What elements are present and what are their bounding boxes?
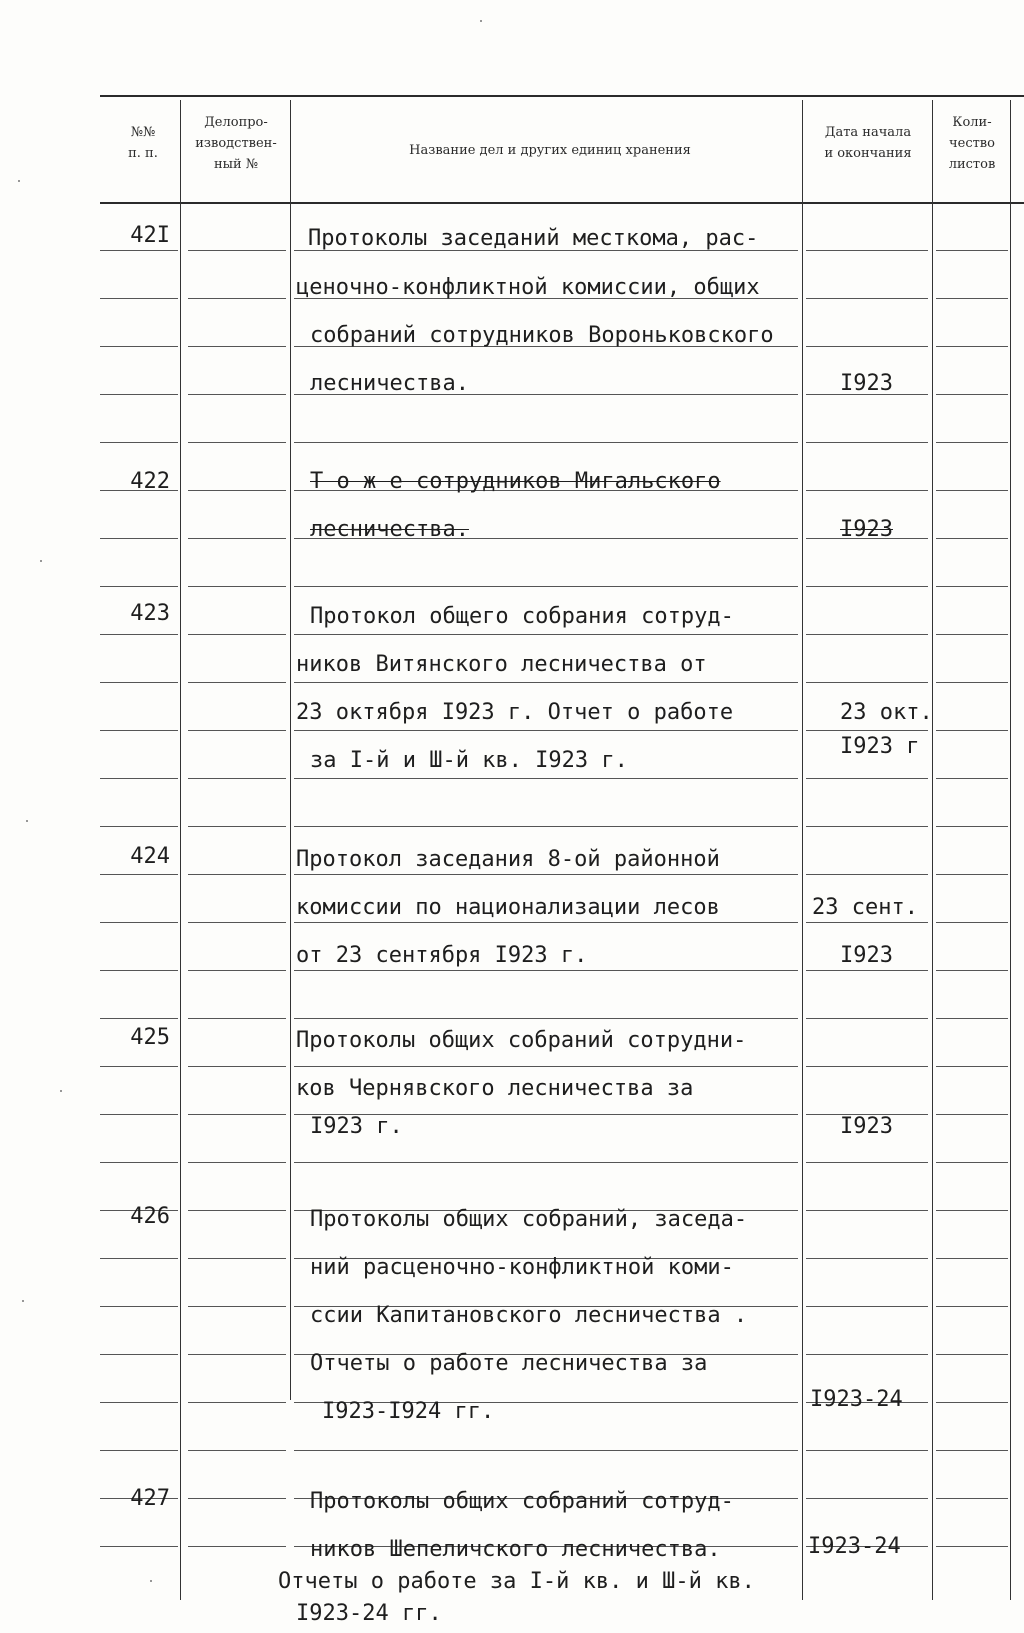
column-divider-2 — [290, 100, 291, 1400]
ruled-line — [294, 1018, 798, 1019]
ruled-line — [188, 298, 286, 299]
ruled-line — [936, 1546, 1008, 1547]
ruled-line — [806, 826, 928, 827]
ruled-line — [100, 730, 178, 731]
scan-speck — [150, 1580, 152, 1582]
ruled-line — [936, 442, 1008, 443]
ruled-line — [936, 1402, 1008, 1403]
ruled-line — [100, 634, 178, 635]
ruled-line — [188, 1258, 286, 1259]
ruled-line — [188, 1354, 286, 1355]
ruled-line — [294, 826, 798, 827]
record-date: I923 г — [840, 734, 920, 759]
record-title-line: собраний сотрудников Вороньковского — [310, 323, 774, 348]
table-top-rule — [100, 95, 1024, 97]
record-date: I923 — [840, 371, 893, 396]
ruled-line — [806, 730, 928, 731]
ruled-line — [188, 1402, 286, 1403]
record-title-line: Протоколы общих собраний, заседа- — [310, 1207, 748, 1232]
record-title-line: Протоколы общих собраний сотрудни- — [296, 1028, 747, 1053]
ruled-line — [806, 442, 928, 443]
ruled-line — [806, 298, 928, 299]
ruled-line — [188, 250, 286, 251]
column-divider-5 — [1010, 100, 1011, 1600]
ruled-line — [294, 730, 798, 731]
ruled-line — [100, 1162, 178, 1163]
ruled-line — [188, 1114, 286, 1115]
record-title-line: Т о ж е сотрудников Мигальского — [310, 469, 721, 494]
ruled-line — [100, 874, 178, 875]
record-title-line: ников Шепеличского лесничества. — [310, 1537, 721, 1562]
record-number: 42I — [130, 223, 170, 248]
ruled-line — [100, 586, 178, 587]
column-divider-1 — [180, 100, 181, 1600]
record-title-line: I923-24 гг. — [296, 1601, 442, 1626]
record-title-line: ссии Капитановского лесничества . — [310, 1303, 748, 1328]
ruled-line — [188, 394, 286, 395]
ruled-line — [936, 682, 1008, 683]
ruled-line — [806, 1306, 928, 1307]
ruled-line — [294, 634, 798, 635]
ruled-line — [806, 586, 928, 587]
record-date: I923 — [840, 943, 893, 968]
ruled-line — [936, 1258, 1008, 1259]
ruled-line — [100, 1018, 178, 1019]
ruled-line — [294, 1162, 798, 1163]
ruled-line — [100, 922, 178, 923]
scan-speck — [480, 20, 482, 22]
record-title-line: 23 октября I923 г. Отчет о работе — [296, 700, 734, 725]
ruled-line — [100, 394, 178, 395]
record-title-line: Отчеты о работе за I-й кв. и Ш-й кв. — [278, 1569, 755, 1594]
ruled-line — [936, 538, 1008, 539]
ruled-line — [100, 1258, 178, 1259]
ruled-line — [188, 346, 286, 347]
header-office-number: Делопро- изводствен- ный № — [195, 115, 277, 172]
header-dates: Дата начала и окончания — [824, 125, 912, 161]
scan-speck — [60, 1090, 62, 1092]
ruled-line — [806, 1450, 928, 1451]
ruled-line — [188, 1306, 286, 1307]
ruled-line — [294, 1066, 798, 1067]
ruled-line — [294, 1450, 798, 1451]
ruled-line — [936, 1450, 1008, 1451]
ruled-line — [936, 586, 1008, 587]
ruled-line — [188, 1498, 286, 1499]
ruled-line — [100, 442, 178, 443]
record-date: I923-24 — [808, 1534, 901, 1559]
ruled-line — [936, 1066, 1008, 1067]
ruled-line — [806, 250, 928, 251]
ruled-line — [936, 970, 1008, 971]
ruled-line — [936, 1354, 1008, 1355]
ruled-line — [806, 874, 928, 875]
ruled-line — [936, 874, 1008, 875]
ruled-line — [806, 1258, 928, 1259]
ruled-line — [936, 778, 1008, 779]
ruled-line — [936, 634, 1008, 635]
ruled-line — [806, 1498, 928, 1499]
ruled-line — [806, 970, 928, 971]
record-title-line: ценочно-конфликтной комиссии, общих — [296, 275, 760, 300]
ruled-line — [100, 298, 178, 299]
ruled-line — [806, 1066, 928, 1067]
column-divider-3 — [802, 100, 803, 1600]
scan-speck — [40, 560, 42, 562]
record-title-line: за I-й и Ш-й кв. I923 г. — [310, 748, 628, 773]
record-number: 424 — [130, 844, 170, 869]
record-date: I923-24 — [810, 1387, 903, 1412]
header-title: Название дел и других единиц хранения — [409, 143, 691, 158]
ruled-line — [294, 586, 798, 587]
ruled-line — [936, 1162, 1008, 1163]
ruled-line — [100, 778, 178, 779]
ruled-line — [936, 394, 1008, 395]
ruled-line — [294, 442, 798, 443]
ruled-line — [294, 922, 798, 923]
ruled-line — [100, 826, 178, 827]
ruled-line — [936, 346, 1008, 347]
record-number: 425 — [130, 1025, 170, 1050]
ruled-line — [806, 1210, 928, 1211]
ruled-line — [188, 1546, 286, 1547]
ruled-line — [100, 970, 178, 971]
ruled-line — [936, 250, 1008, 251]
ruled-line — [294, 682, 798, 683]
ruled-line — [100, 1450, 178, 1451]
record-title-line: Отчеты о работе лесничества за — [310, 1351, 708, 1376]
ruled-line — [936, 1210, 1008, 1211]
ruled-line — [188, 874, 286, 875]
ruled-line — [188, 826, 286, 827]
record-number: 427 — [130, 1486, 170, 1511]
ruled-line — [100, 1066, 178, 1067]
ruled-line — [188, 634, 286, 635]
ruled-line — [100, 682, 178, 683]
ruled-line — [188, 442, 286, 443]
record-title-line: комиссии по национализации лесов — [296, 895, 720, 920]
record-title-line: ков Чернявского лесничества за — [296, 1076, 694, 1101]
record-number: 426 — [130, 1204, 170, 1229]
ruled-line — [936, 1114, 1008, 1115]
ruled-line — [294, 874, 798, 875]
record-title-line: ний расценочно-конфликтной коми- — [310, 1255, 734, 1280]
ruled-line — [806, 1162, 928, 1163]
record-date: I923 — [840, 1114, 893, 1139]
ruled-line — [188, 586, 286, 587]
ruled-line — [188, 922, 286, 923]
record-title-line: лесничества. — [310, 517, 469, 542]
record-title-line: Протокол заседания 8-ой районной — [296, 847, 720, 872]
ruled-line — [188, 730, 286, 731]
record-date: I923 — [840, 517, 893, 542]
ruled-line — [188, 970, 286, 971]
record-title-line: I923-I924 гг. — [322, 1399, 495, 1424]
ruled-line — [806, 634, 928, 635]
ruled-line — [294, 778, 798, 779]
ruled-line — [936, 1498, 1008, 1499]
ruled-line — [294, 970, 798, 971]
ruled-line — [806, 1018, 928, 1019]
ruled-line — [936, 1306, 1008, 1307]
column-divider-4 — [932, 100, 933, 1600]
record-title-line: Протокол общего собрания сотруд- — [310, 604, 734, 629]
ruled-line — [100, 1306, 178, 1307]
header-number: №№ п. п. — [128, 125, 158, 161]
record-number: 423 — [130, 601, 170, 626]
ruled-line — [188, 778, 286, 779]
ruled-line — [188, 1162, 286, 1163]
ruled-line — [188, 1210, 286, 1211]
record-date: 23 сент. — [812, 895, 918, 920]
ruled-line — [806, 682, 928, 683]
ruled-line — [936, 730, 1008, 731]
ruled-line — [100, 346, 178, 347]
record-number: 422 — [130, 469, 170, 494]
scan-speck — [18, 180, 20, 182]
record-title-line: I923 г. — [310, 1114, 403, 1139]
scan-speck — [26, 820, 28, 822]
ruled-line — [936, 490, 1008, 491]
scan-speck — [22, 1300, 24, 1302]
ruled-line — [806, 922, 928, 923]
ruled-line — [936, 922, 1008, 923]
ruled-line — [936, 1018, 1008, 1019]
ruled-line — [188, 538, 286, 539]
record-title-line: от 23 сентября I923 г. — [296, 943, 588, 968]
ruled-line — [100, 1114, 178, 1115]
header-sheets: Коли- чество листов — [948, 115, 996, 172]
ruled-line — [188, 1066, 286, 1067]
ruled-line — [100, 538, 178, 539]
record-title-line: Протоколы общих собраний сотруд- — [310, 1489, 734, 1514]
ruled-line — [806, 346, 928, 347]
ruled-line — [188, 682, 286, 683]
record-date: 23 окт. — [840, 700, 933, 725]
ruled-line — [100, 1402, 178, 1403]
ruled-line — [188, 1450, 286, 1451]
ruled-line — [806, 490, 928, 491]
record-title-line: лесничества. — [310, 371, 469, 396]
ruled-line — [100, 250, 178, 251]
record-title-line: Протоколы заседаний месткома, рас- — [308, 226, 759, 251]
ruled-line — [806, 778, 928, 779]
ruled-line — [188, 490, 286, 491]
ruled-line — [806, 1354, 928, 1355]
ruled-line — [100, 1354, 178, 1355]
ruled-line — [936, 298, 1008, 299]
ruled-line — [188, 1018, 286, 1019]
header-bottom-rule — [100, 202, 1024, 204]
ruled-line — [936, 826, 1008, 827]
record-title-line: ников Витянского лесничества от — [296, 652, 707, 677]
ruled-line — [100, 1546, 178, 1547]
